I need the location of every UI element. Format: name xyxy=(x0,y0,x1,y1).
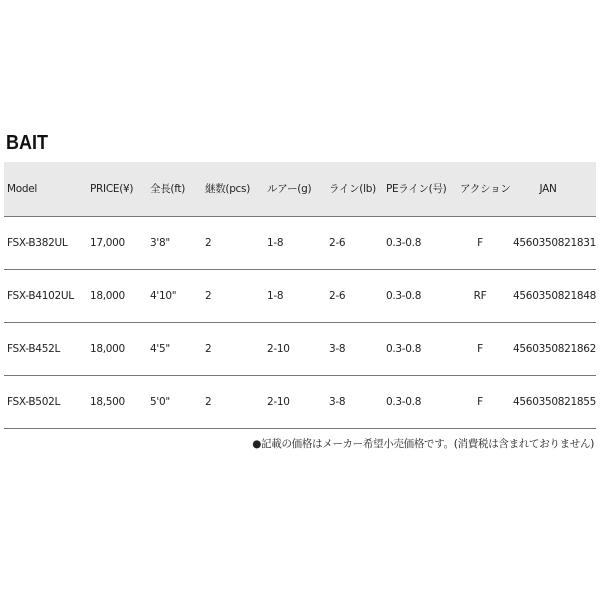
header-price: PRICE(¥) xyxy=(90,182,134,195)
cell-price: 18,000 xyxy=(90,342,125,355)
cell-line: 2-6 xyxy=(329,289,346,302)
cell-jan: 4560350821855 xyxy=(513,395,596,408)
section-title: BAIT xyxy=(6,132,49,154)
cell-pe-line: 0.3-0.8 xyxy=(386,342,422,355)
cell-price: 17,000 xyxy=(90,236,125,249)
cell-model: FSX-B4102UL xyxy=(7,289,74,302)
header-model: Model xyxy=(7,182,38,195)
cell-lure: 2-10 xyxy=(267,342,290,355)
cell-lure: 2-10 xyxy=(267,395,290,408)
cell-action: F xyxy=(477,342,483,355)
cell-lure: 1-8 xyxy=(267,236,284,249)
cell-jan: 4560350821862 xyxy=(513,342,596,355)
cell-length: 4'5" xyxy=(150,342,170,355)
header-action: アクション xyxy=(460,183,511,196)
header-jan: JAN xyxy=(539,182,557,195)
cell-lure: 1-8 xyxy=(267,289,284,302)
cell-action: F xyxy=(477,236,483,249)
cell-line: 2-6 xyxy=(329,236,346,249)
header-length: 全長(ft) xyxy=(150,183,186,196)
cell-model: FSX-B452L xyxy=(7,342,60,355)
cell-pieces: 2 xyxy=(205,289,212,302)
cell-action: F xyxy=(477,395,483,408)
cell-pieces: 2 xyxy=(205,236,212,249)
cell-jan: 4560350821831 xyxy=(513,236,596,249)
cell-price: 18,500 xyxy=(90,395,125,408)
table-row xyxy=(4,269,596,322)
cell-length: 4'10" xyxy=(150,289,177,302)
table-row xyxy=(4,375,596,428)
cell-pieces: 2 xyxy=(205,395,212,408)
cell-length: 5'0" xyxy=(150,395,170,408)
cell-jan: 4560350821848 xyxy=(513,289,596,302)
header-pe-line: PEライン(号) xyxy=(386,183,447,196)
cell-action: RF xyxy=(473,289,487,302)
table-header-row xyxy=(4,162,596,216)
cell-line: 3-8 xyxy=(329,395,346,408)
header-lure: ルアー(g) xyxy=(267,183,312,196)
cell-pe-line: 0.3-0.8 xyxy=(386,289,422,302)
price-footnote: ●記載の価格はメーカー希望小売価格です。(消費税は含まれておりません) xyxy=(252,438,594,450)
header-pieces: 継数(pcs) xyxy=(205,183,251,196)
cell-model: FSX-B502L xyxy=(7,395,60,408)
cell-model: FSX-B382UL xyxy=(7,236,68,249)
cell-pe-line: 0.3-0.8 xyxy=(386,395,422,408)
cell-length: 3'8" xyxy=(150,236,170,249)
header-line: ライン(lb) xyxy=(329,183,376,196)
cell-line: 3-8 xyxy=(329,342,346,355)
cell-price: 18,000 xyxy=(90,289,125,302)
table-row xyxy=(4,216,596,269)
cell-pe-line: 0.3-0.8 xyxy=(386,236,422,249)
spec-table xyxy=(4,162,596,429)
table-row xyxy=(4,322,596,375)
cell-pieces: 2 xyxy=(205,342,212,355)
